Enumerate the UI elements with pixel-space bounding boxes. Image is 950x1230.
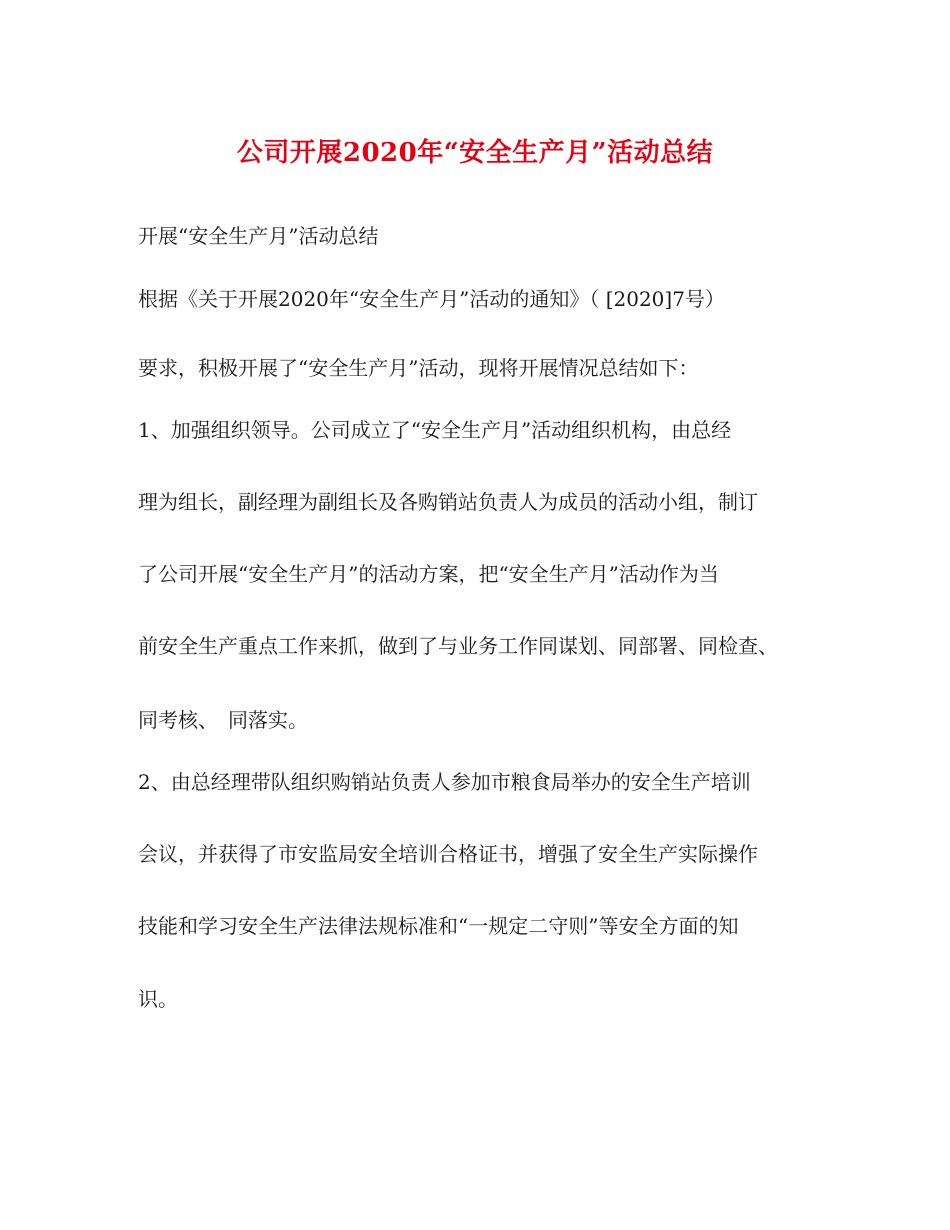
- paragraph-line: 会议，并获得了市安监局安全培训合格证书，增强了安全生产实际操作: [138, 842, 758, 866]
- paragraph-line: 根据《关于开展2020年“安全生产月”活动的通知》（ [2020]7号）: [138, 287, 725, 311]
- paragraph-line: 识。: [138, 987, 178, 1011]
- paragraph-line: 技能和学习安全生产法律法规标准和“一规定二守则”等安全方面的知: [138, 914, 739, 938]
- paragraph-line: 同考核、 同落实。: [138, 708, 308, 732]
- paragraph-line: 1、加强组织领导。公司成立了“安全生产月”活动组织机构，由总经: [138, 418, 732, 442]
- paragraph-line: 2、由总经理带队组织购销站负责人参加市粮食局举办的安全生产培训: [138, 770, 751, 794]
- page-title: 公司开展2020年“安全生产月”活动总结: [236, 138, 714, 168]
- subtitle-line: 开展“安全生产月”活动总结: [138, 224, 379, 248]
- paragraph-line: 要求，积极开展了“安全生产月”活动，现将开展情况总结如下：: [138, 356, 699, 380]
- paragraph-line: 前安全生产重点工作来抓，做到了与业务工作同谋划、同部署、同检查、: [138, 634, 778, 658]
- paragraph-line: 了公司开展“安全生产月”的活动方案，把“安全生产月”活动作为当: [138, 562, 719, 586]
- paragraph-line: 理为组长，副经理为副组长及各购销站负责人为成员的活动小组，制订: [138, 490, 758, 514]
